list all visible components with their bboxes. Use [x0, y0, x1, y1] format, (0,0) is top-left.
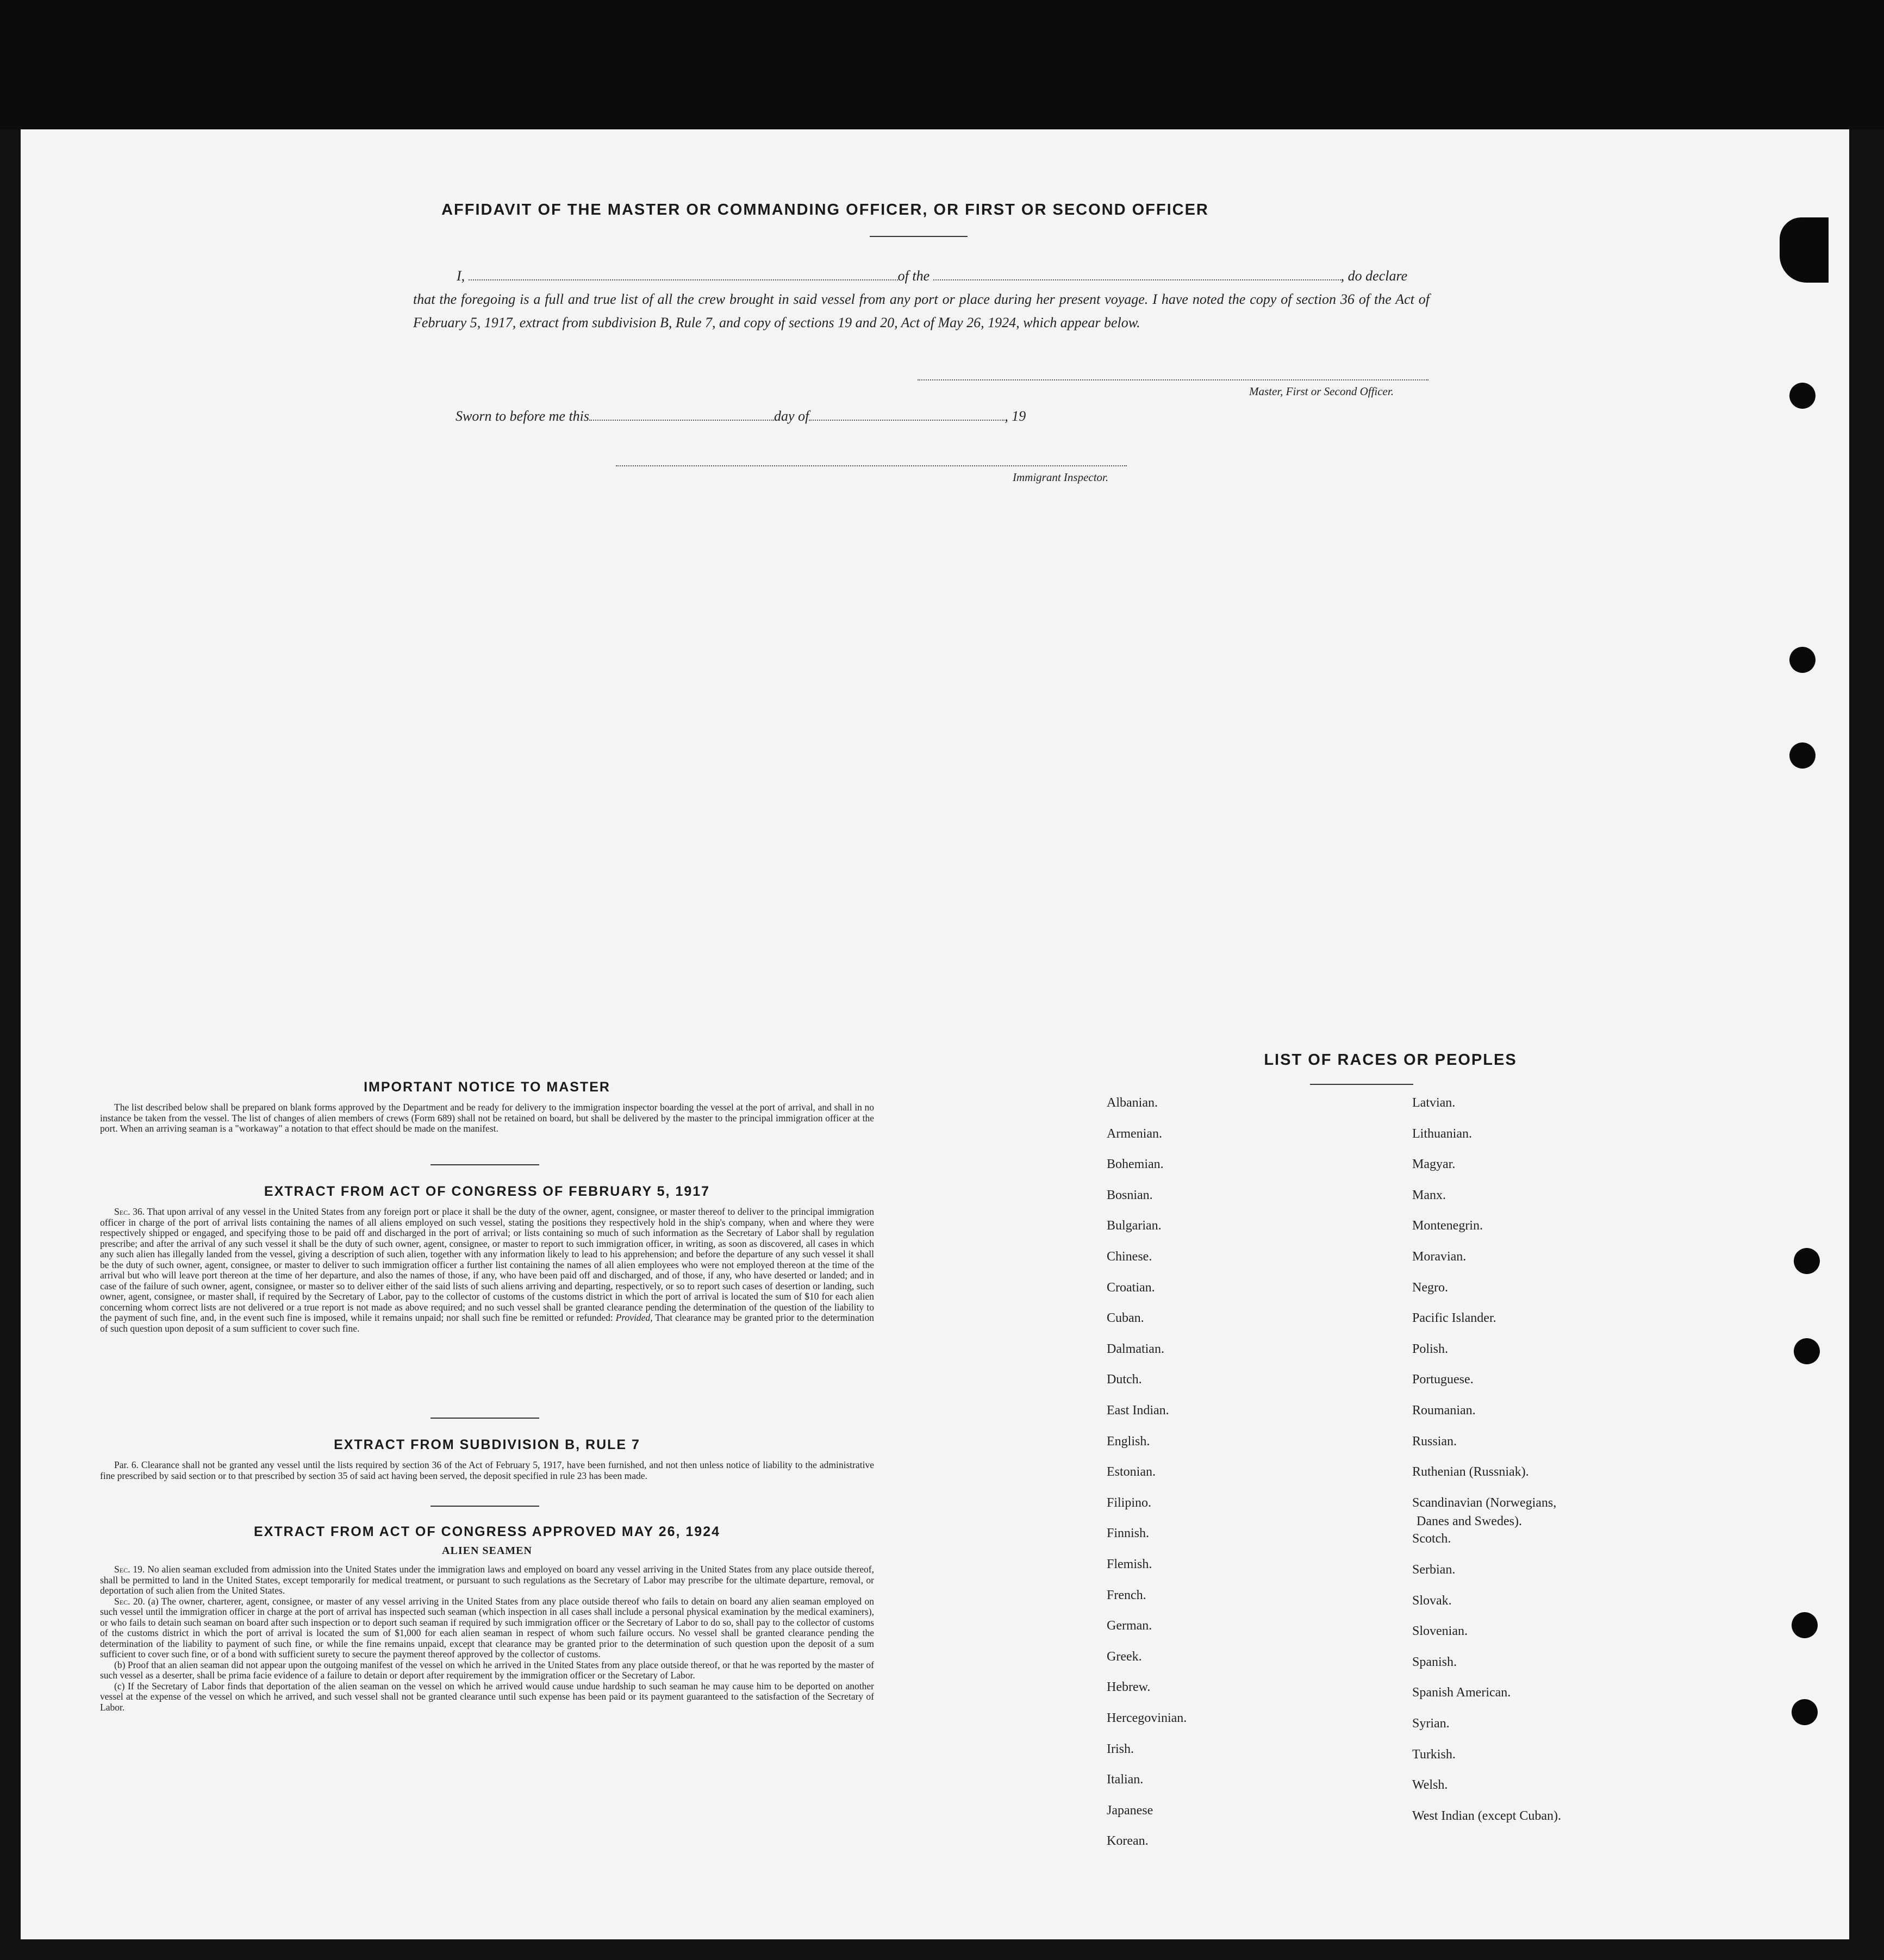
race-item: Bosnian. — [1107, 1188, 1153, 1202]
document-page — [21, 129, 1849, 1939]
race-item: Flemish. — [1107, 1557, 1152, 1571]
race-item: French. — [1107, 1588, 1146, 1602]
race-item: Magyar. — [1412, 1157, 1456, 1171]
affidavit-title-rule — [870, 236, 968, 237]
race-item: Irish. — [1107, 1742, 1134, 1756]
extract-1924-title: EXTRACT FROM ACT OF CONGRESS APPROVED MAY 26, 1924 — [253, 1524, 721, 1539]
sec-20a-paragraph — [100, 1596, 874, 1660]
race-item: Negro. — [1412, 1281, 1448, 1295]
race-item: Manx. — [1412, 1188, 1446, 1202]
sworn-day-of: day of — [774, 408, 809, 424]
race-item: Moravian. — [1412, 1250, 1467, 1264]
name-blank[interactable] — [469, 266, 898, 280]
punch-hole — [1789, 647, 1816, 673]
race-item: West Indian (except Cuban). — [1412, 1809, 1561, 1823]
race-item: Croatian. — [1107, 1281, 1155, 1295]
race-item: Dalmatian. — [1107, 1342, 1164, 1356]
sec-36-label: Sec. 36. — [114, 1206, 145, 1217]
master-signature-label: Master, First or Second Officer. — [1249, 385, 1394, 398]
race-item: Roumanian. — [1412, 1403, 1476, 1418]
extract-1924-subtitle: ALIEN SEAMEN — [442, 1545, 532, 1557]
extract-1917-text-block — [100, 1207, 874, 1334]
race-item: Serbian. — [1412, 1563, 1456, 1577]
sec-20-label: Sec. 20. — [114, 1595, 145, 1607]
extract-rule7-text: Par. 6. Clearance shall not be granted any vessel until the lists required by section 36 of the Act of February 5, 1917, have been furnished, and not then unless notice of liability to the administrative fine prescribed by said section or to that prescribed by section 35 of said act having been served, the deposit specified in rule 23 has been made. — [100, 1459, 874, 1481]
race-item: Cuban. — [1107, 1311, 1144, 1325]
race-item: Welsh. — [1412, 1778, 1448, 1792]
binder-tab-mark — [1780, 217, 1829, 283]
race-item: East Indian. — [1107, 1403, 1169, 1418]
sworn-year-prefix: , 19 — [1005, 408, 1026, 424]
race-item: Greek. — [1107, 1650, 1142, 1664]
sworn-month-blank[interactable] — [809, 407, 1005, 421]
extract-1917-title: EXTRACT FROM ACT OF CONGRESS OF FEBRUARY 5, 1917 — [264, 1184, 710, 1199]
extract-rule7-text-block — [100, 1460, 874, 1481]
sec-20c-paragraph: (c) If the Secretary of Labor finds that deportation of the alien seaman on the vessel on which he arrived would cause undue hardship to such seaman he may cause him to be deported on another vessel at the expense of the vessel on which he arrived, and such vessel shall not be granted clearance until such expense has been paid or its payment guaranteed to the satisfaction of the Secretary of Labor. — [100, 1680, 874, 1713]
race-item: Spanish. — [1412, 1655, 1457, 1669]
race-item: Dutch. — [1107, 1372, 1142, 1387]
race-item: Finnish. — [1107, 1526, 1150, 1540]
sworn-line — [456, 407, 1026, 425]
race-item: Bohemian. — [1107, 1157, 1164, 1171]
punch-hole — [1792, 1612, 1818, 1638]
races-title-rule — [1310, 1084, 1413, 1085]
race-item: English. — [1107, 1434, 1150, 1449]
race-scandinavian-continuation: Danes and Swedes). — [1417, 1514, 1522, 1528]
race-item: Hercegovinian. — [1107, 1711, 1187, 1725]
sec-19-paragraph — [100, 1564, 874, 1596]
race-item: Bulgarian. — [1107, 1219, 1162, 1233]
race-item: Korean. — [1107, 1834, 1149, 1848]
affidavit-of-the: of the — [897, 268, 930, 284]
punch-hole — [1792, 1699, 1818, 1725]
provided-word: Provided, — [615, 1312, 653, 1323]
race-item: Chinese. — [1107, 1250, 1152, 1264]
sworn-day-blank[interactable] — [589, 407, 774, 421]
affidavit-body-text: that the foregoing is a full and true list of all the crew brought in said vessel from any port or place during her present voyage. I have noted the copy of section 36 of the Act of February 5, 1917, extract from subdivision B, Rule 7, and copy of sections 19 and 20, Act of May 26, 1924, which appear below. — [413, 291, 1430, 330]
race-item: Portuguese. — [1412, 1372, 1474, 1387]
sec-19-label: Sec. 19. — [114, 1564, 145, 1575]
affidavit-body — [413, 264, 1430, 334]
notice-rule — [431, 1164, 539, 1165]
notice-title: IMPORTANT NOTICE TO MASTER — [364, 1079, 610, 1095]
affidavit-lead-i: I, — [457, 268, 465, 284]
sec-20a-text: (a) The owner, charterer, agent, consignee, or master of any vessel arriving in the United States from any place outside thereof who fails to detain on board any alien seaman employed on such vessel until the immigration officer in charge at the port of arrival has inspected such seaman (which inspection in all cases shall include a personal physical examination by the medical examiners), or who fails to detain such seaman on board after such inspection or to deport such seaman if required by such immigration officer or the Secretary of Labor to do so, shall pay to the collector of customs of the customs district in which the port of arrival is located the sum of $1,000 for each alien seaman in respect of whom such failure occurs. No vessel shall be granted clearance pending the determination of the liability to payment of such fine, or while the fine remains unpaid, except that clearance may be granted prior to the determination of such question upon the deposit of a sum sufficient to cover such fine, or of a bond with sufficient surety to secure the payment thereof approved by the collector of customs. — [100, 1595, 874, 1659]
punch-hole — [1789, 383, 1816, 409]
master-signature-line[interactable] — [918, 379, 1428, 380]
vessel-blank[interactable] — [933, 266, 1341, 280]
extract-1917-paragraph — [100, 1207, 874, 1334]
scan-border-top — [0, 0, 1884, 129]
sec-19-text: No alien seaman excluded from admission into the United States under the immigration laws and employed on board any vessel arriving in the United States from any place outside thereof, shall be permitted to land in the United States, except temporarily for medical treatment, or pursuant to such regulations as the Secretary of Labor may prescribe for the ultimate departure, removal, or deportation of such alien from the United States. — [100, 1564, 874, 1596]
affidavit-do-declare: , do declare — [1340, 268, 1408, 284]
punch-hole — [1794, 1338, 1820, 1364]
race-item: Pacific Islander. — [1412, 1311, 1496, 1325]
race-item: Scandinavian (Norwegians, — [1412, 1496, 1557, 1510]
race-item: Japanese — [1107, 1803, 1153, 1818]
notice-text-block — [100, 1102, 874, 1134]
inspector-signature-label: Immigrant Inspector. — [1013, 471, 1109, 484]
race-item: Estonian. — [1107, 1465, 1156, 1479]
extract-rule7-title: EXTRACT FROM SUBDIVISION B, RULE 7 — [334, 1437, 640, 1452]
races-title: LIST OF RACES OR PEOPLES — [1264, 1051, 1517, 1069]
race-item: German. — [1107, 1619, 1152, 1633]
race-item: Slovak. — [1412, 1594, 1452, 1608]
race-item: Latvian. — [1412, 1096, 1456, 1110]
sec-20b-paragraph: (b) Proof that an alien seaman did not appear upon the outgoing manifest of the vessel on which he arrived in the United States from any place outside thereof, or that he was reported by the master of such vessel as a deserter, shall be prima facie evidence of a failure to detain or deport after requirement by the immigration officer or the Secretary of Labor. — [100, 1659, 874, 1681]
punch-hole — [1794, 1248, 1820, 1274]
sec-36-text-end: That clearance may be granted prior to the determination of such question upon deposit of a sum sufficient to cover such fine. — [100, 1312, 874, 1334]
race-item: Syrian. — [1412, 1716, 1450, 1731]
affidavit-first-line — [413, 264, 1430, 288]
extract-1924-text-block — [100, 1564, 874, 1713]
extract-rule7-rule — [431, 1506, 539, 1507]
race-item: Lithuanian. — [1412, 1127, 1472, 1141]
race-item: Polish. — [1412, 1342, 1449, 1356]
race-item: Albanian. — [1107, 1096, 1158, 1110]
notice-text: The list described below shall be prepared on blank forms approved by the Department and be ready for delivery to the immigration inspector boarding the vessel at the port of arrival, and shall in no instance be taken from the vessel. The list of changes of alien members of crews (Form 689) shall not be retained on board, but shall be delivered by the master to the principal immigration officer at the port. When an arriving seaman is a "workaway" a notation to that effect should be made on the manifest. — [100, 1102, 874, 1134]
race-item: Italian. — [1107, 1772, 1144, 1787]
race-item: Scotch. — [1412, 1532, 1451, 1546]
sec-36-text: That upon arrival of any vessel in the United States from any foreign port or place it shall be the duty of the owner, agent, consignee, or master thereof to deliver to the principal immigration officer in charge of the port of arrival lists containing the names of all aliens employed on such vessel, stating the positions they respectively hold in the ship's company, when and where they were respectively shipped or engaged, and specifying those to be paid off and discharged in the port of arrival; or lists containing so much of such information as the Secretary of Labor shall by regulation prescribe; and after the arrival of any such vessel it shall be the duty of such owner, agent, consignee, or master to report to such immigration officer, in writing, as soon as discovered, all cases in which any such alien has illegally landed from the vessel, giving a description of such alien, together with any information likely to lead to his apprehension; and before the departure of any such vessel it shall be the duty of such owner, agent, consignee, or master to deliver to such immigration officer a further list containing the names of all alien employees who were not employed thereon at the time of the arrival but who will leave port thereon at the time of her departure, and also the names of those, if any, who have been paid off and discharged, and of those, if any, who have deserted or landed; and in case of the failure of such owner, agent, consignee, or master so to deliver either of the said lists of such aliens arriving and departing, respectively, or so to report such cases of desertion or landing, such owner, agent, consignee, or master shall, if required by the Secretary of Labor, pay to the collector of customs of the customs district in which the port of arrival is located the sum of $10 for each alien concerning whom correct lists are not delivered or a true report is not made as above required; and no such vessel shall be granted clearance pending the determination of the question of the liability to the payment of such fine, and, in the event such fine is imposed, while it remains unpaid; nor shall such fine be remitted or refunded: — [100, 1206, 874, 1323]
inspector-signature-line[interactable] — [616, 465, 1127, 466]
punch-hole — [1789, 742, 1816, 769]
sworn-prefix: Sworn to before me this — [456, 408, 590, 424]
race-item: Ruthenian (Russniak). — [1412, 1465, 1529, 1479]
race-item: Filipino. — [1107, 1496, 1152, 1510]
race-item: Hebrew. — [1107, 1680, 1151, 1694]
extract-1917-rule — [431, 1418, 539, 1419]
race-item: Russian. — [1412, 1434, 1457, 1449]
race-item: Spanish American. — [1412, 1686, 1511, 1700]
race-item: Montenegrin. — [1412, 1219, 1483, 1233]
affidavit-title: AFFIDAVIT OF THE MASTER OR COMMANDING OFFICER, OR FIRST OR SECOND OFFICER — [441, 201, 1209, 219]
race-item: Turkish. — [1412, 1747, 1456, 1762]
race-item: Slovenian. — [1412, 1624, 1468, 1638]
race-item: Armenian. — [1107, 1127, 1162, 1141]
